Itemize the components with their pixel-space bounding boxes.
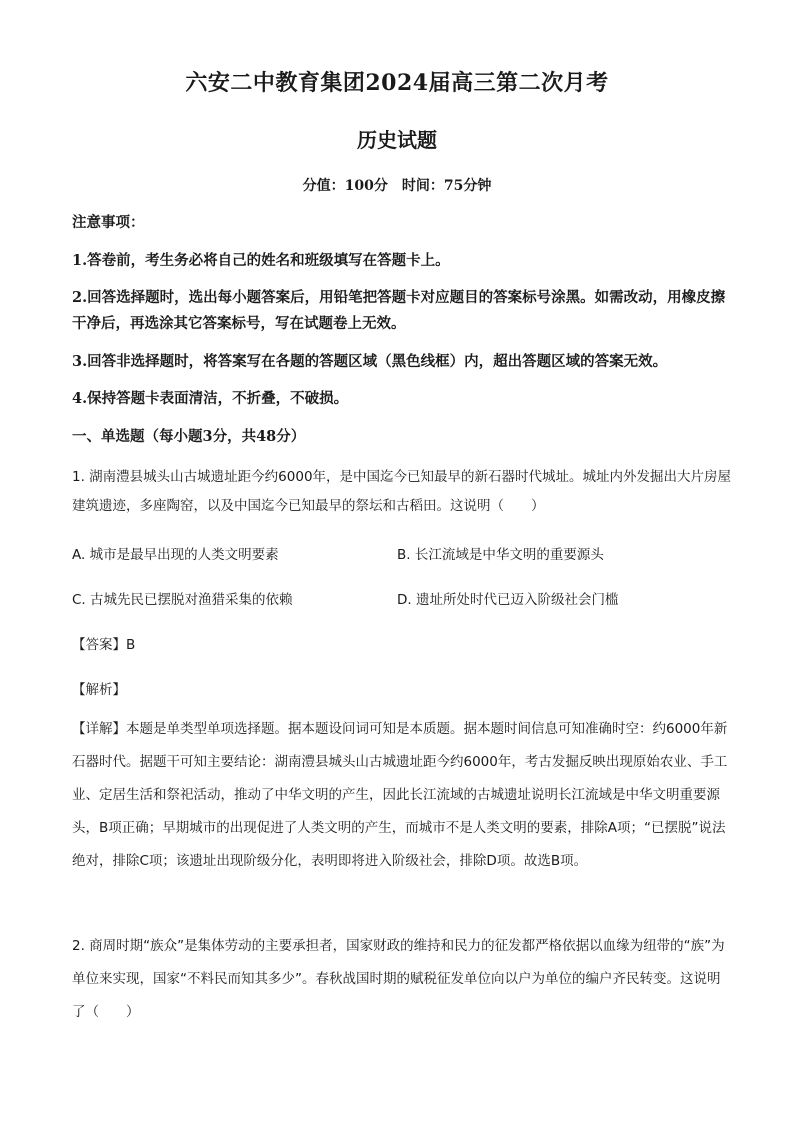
question-1-option-c: C. 古城先民已摆脱对渔猎采集的依赖	[72, 592, 293, 608]
question-1-stem: 1. 湖南澧县城头山古城遗址距今约6000年，是中国迄今已知最早的新石器时代城址。城址内外发掘出大片房屋建筑遗迹，多座陶窑，以及中国迄今已知最早的祭坛和古稻田。这说明（ ）	[72, 469, 732, 514]
question-1-answer: 【答案】B	[72, 637, 136, 653]
question-1-option-a: A. 城市是最早出现的人类文明要素	[72, 547, 279, 563]
question-2-stem: 2. 商周时期“族众”是集体劳动的主要承担者，国家财政的维持和民力的征发都严格依据以血缘为纽带的“族”为单位来实现，国家“不料民而知其多少”。春秋战国时期的赋税征发单位向以户为单位的编户齐民转变。这说明了（ ）	[72, 938, 725, 1020]
exam-meta: 分值：100分 时间：75分钟	[302, 178, 492, 194]
question-1-detail: 【详解】本题是单类型单项选择题。据本题设问词可知是本质题。据本题时间信息可知准确时空：约6000年新石器时代。据题干可知主要结论：湖南澧县城头山古城遗址距今约6000年，考古发掘反映出现原始农业、手工业、定居生活和祭祀活动，推动了中华文明的产生，因此长江流域的古城遗址说明长江流域是中华文明重要源头，B项正确；早期城市的出现促进了人类文明的产生，而城市不是人类文明的要素，排除A项；“已摆脱”说法绝对，排除C项；该遗址出现阶级分化，表明即将进入阶级社会，排除D项。故选B项。	[72, 721, 728, 869]
notice-item-1: 1.答卷前，考生务必将自己的姓名和班级填写在答题卡上。	[72, 252, 450, 269]
question-1-option-b: B. 长江流域是中华文明的重要源头	[397, 547, 604, 563]
question-1-option-d: D. 遗址所处时代已迈入阶级社会门槛	[397, 592, 619, 608]
notice-item-4: 4.保持答题卡表面清洁，不折叠，不破损。	[72, 390, 349, 407]
subject-title: 历史试题	[357, 128, 437, 152]
notice-item-3: 3.回答非选择题时，将答案写在各题的答题区域（黑色线框）内，超出答题区域的答案无效。	[72, 353, 668, 370]
notice-item-2: 2.回答选择题时，选出每小题答案后，用铅笔把答题卡对应题目的答案标号涂黑。如需改动，用橡皮擦干净后，再选涂其它答案标号，写在试题卷上无效。	[72, 289, 726, 332]
section-heading: 一、单选题（每小题3分，共48分）	[72, 428, 306, 445]
notice-heading: 注意事项：	[72, 214, 145, 231]
exam-title: 六安二中教育集团2024届高三第二次月考	[185, 70, 609, 96]
question-1-analysis-label: 【解析】	[72, 682, 126, 698]
